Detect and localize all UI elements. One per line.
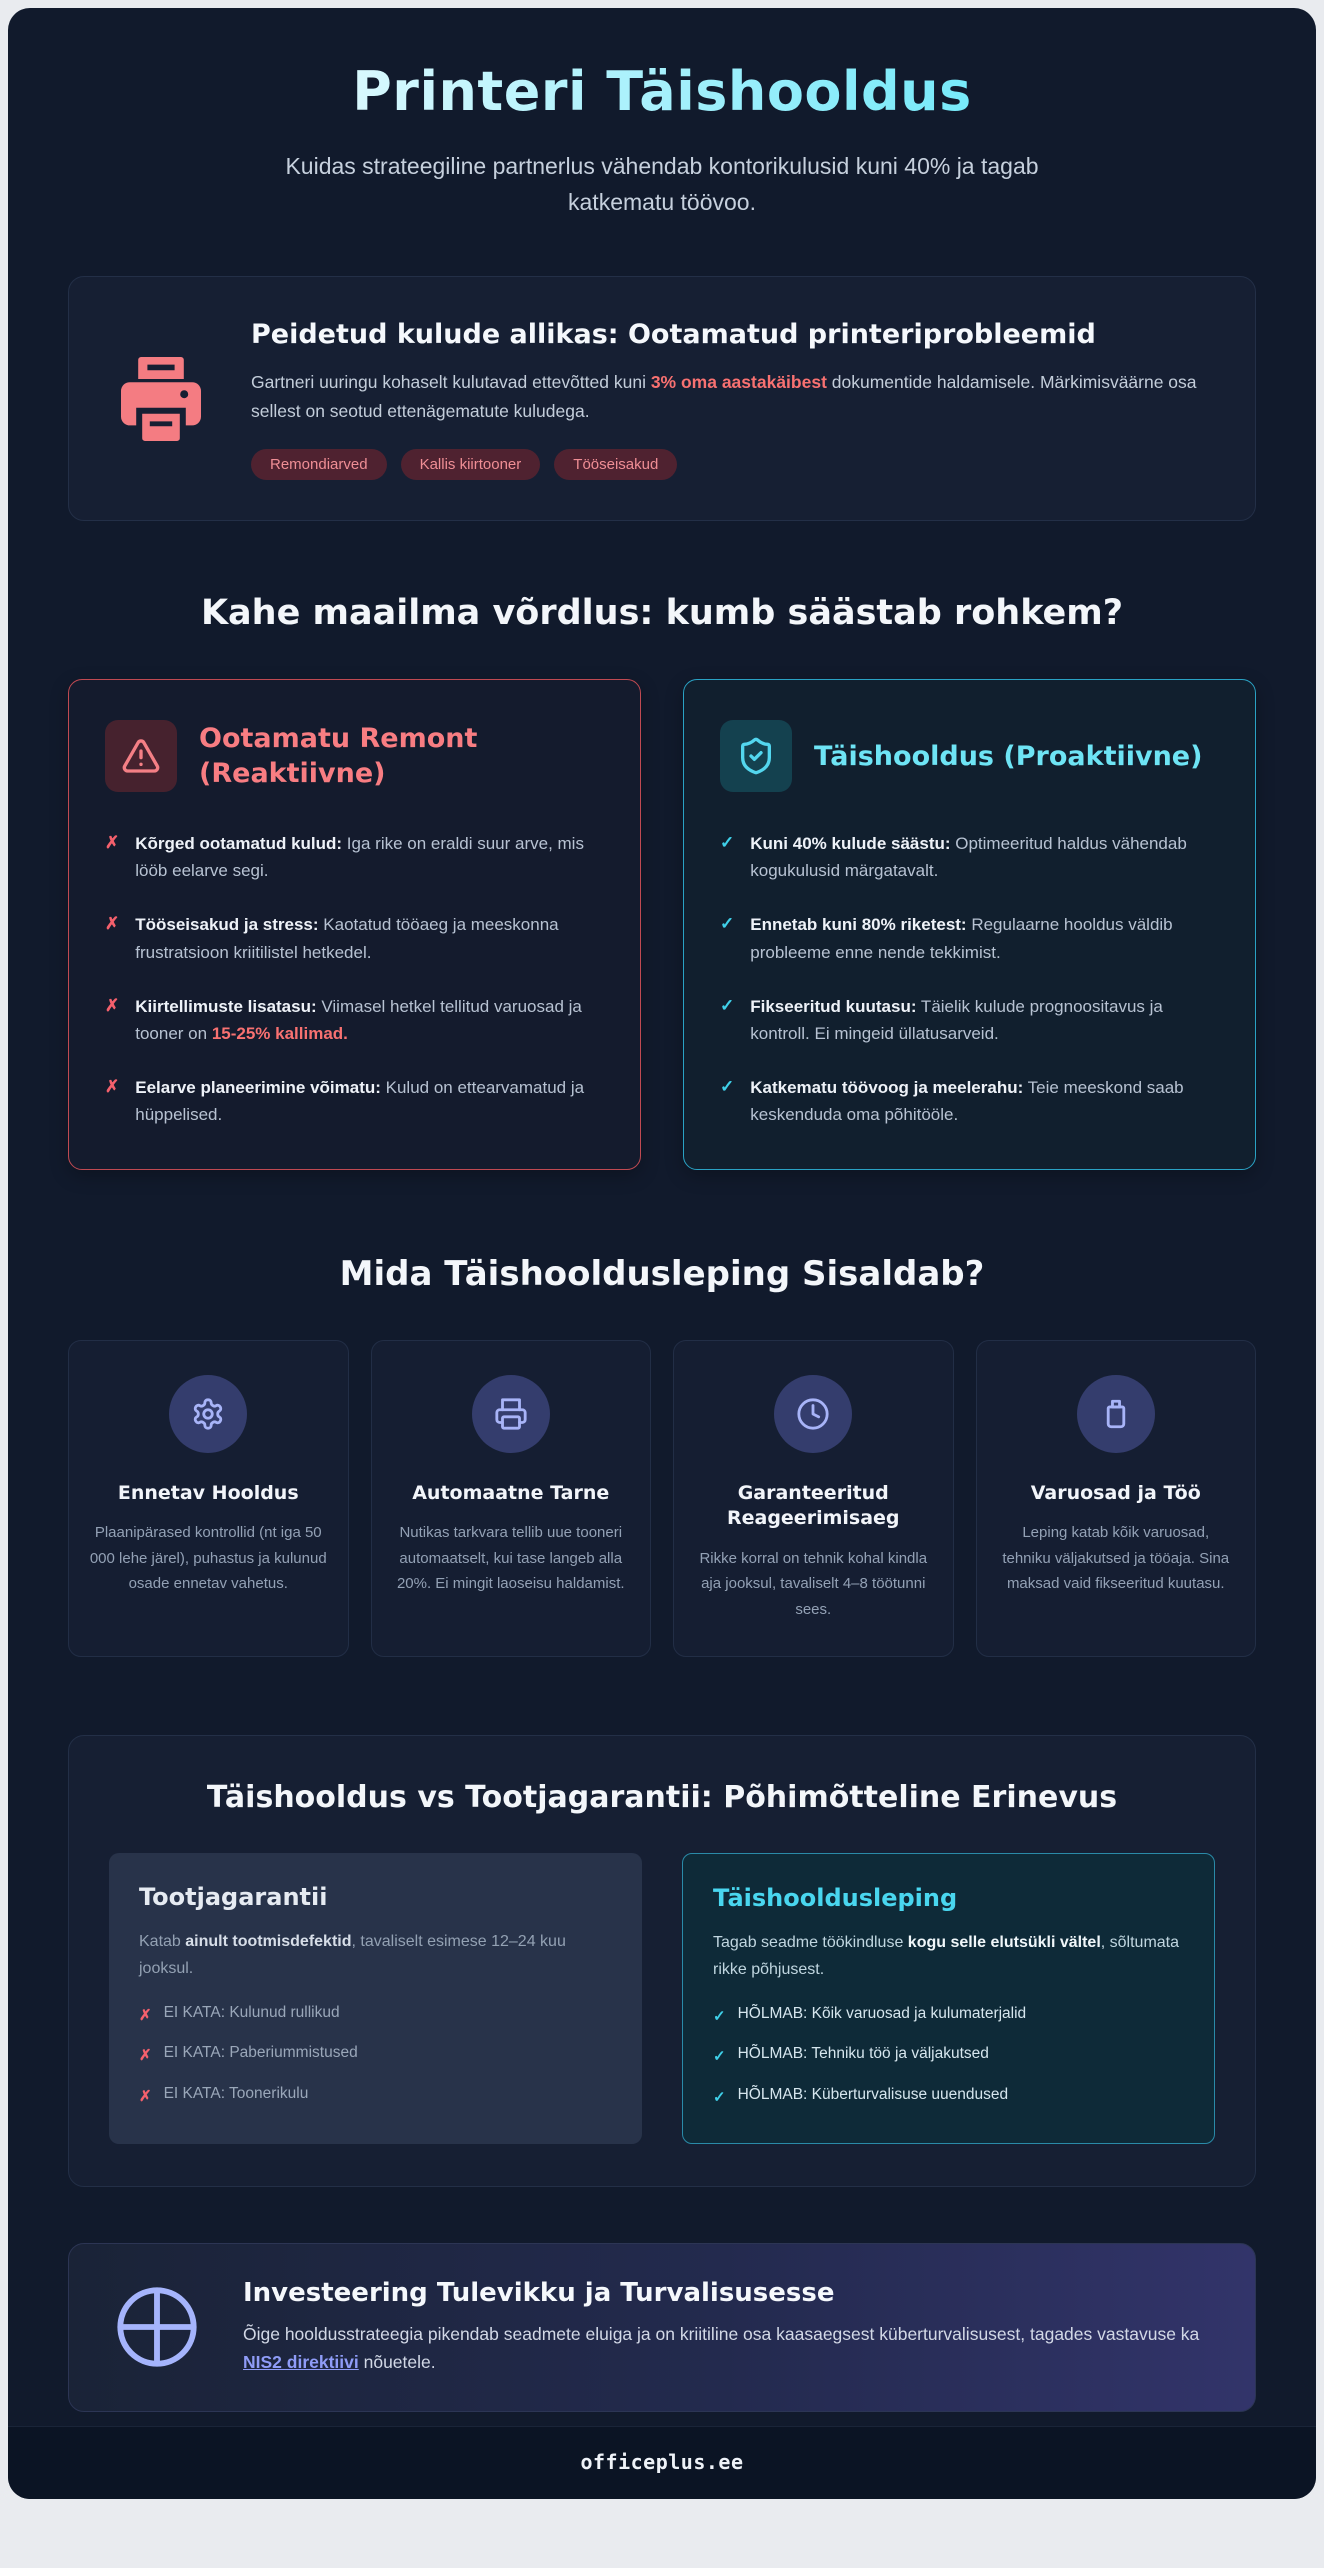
manufacturer-warranty-title: Tootjagarantii bbox=[139, 1883, 328, 1912]
include-card-response bbox=[673, 1340, 954, 1658]
tag-badge: Remondiarved bbox=[251, 449, 387, 480]
tag-row bbox=[251, 449, 1211, 480]
toner-icon bbox=[1077, 1375, 1155, 1453]
list-item bbox=[139, 2044, 612, 2067]
item-body: Iga rike on eraldi suur arve, mis lööb eelarve segi. bbox=[135, 834, 584, 881]
cross-icon: ✗ bbox=[105, 995, 120, 1015]
include-card-title: Garanteeritud Reageerimisaeg bbox=[726, 1481, 900, 1530]
header bbox=[68, 60, 1256, 220]
hidden-costs-title: Peidetud kulude allikas: Ootamatud printeriprobleemid bbox=[251, 319, 1096, 351]
list-item-text: EI KATA: Kulunud rullikud bbox=[163, 2004, 340, 2022]
item-lead: Kiirtellimuste lisatasu: bbox=[135, 996, 317, 1016]
cross-icon: ✗ bbox=[139, 2047, 152, 2065]
item-body: Täielik kulude prognoositavus ja kontroll. Ei mingeid üllatusarveid. bbox=[750, 996, 1163, 1043]
reactive-card-title: Ootamatu Remont (Reaktiivne) bbox=[199, 722, 478, 790]
page-subtitle: Kuidas strateegiline partnerlus vähendab kontorikulusid kuni 40% ja tagab katkematu töövoo. bbox=[285, 153, 1039, 215]
list-item bbox=[720, 993, 1219, 1047]
clock-icon bbox=[774, 1375, 852, 1453]
infographic-page bbox=[8, 8, 1316, 2499]
include-card-title: Varuosad ja Töö bbox=[1030, 1481, 1201, 1504]
check-icon: ✓ bbox=[713, 2048, 726, 2066]
cross-icon: ✗ bbox=[105, 1077, 120, 1097]
list-item-text bbox=[750, 1074, 1219, 1128]
include-card-title: Ennetav Hooldus bbox=[117, 1481, 299, 1504]
check-icon: ✓ bbox=[713, 2088, 726, 2106]
list-item bbox=[713, 2005, 1184, 2028]
include-card-parts bbox=[976, 1340, 1257, 1658]
footer-brand: officeplus.ee bbox=[580, 2449, 744, 2474]
warranty-grid bbox=[109, 1853, 1215, 2144]
reactive-list bbox=[105, 830, 604, 1129]
list-item-text: HÕLMAB: Kõik varuosad ja kulumaterjalid bbox=[737, 2005, 1027, 2023]
body-prefix: Õige hooldusstrateegia pikendab seadmete eluiga ja on kriitiline osa kaasaegsest küberturvalisusest, tagades vastavuse ka bbox=[243, 2323, 1200, 2344]
service-contract-list bbox=[713, 2005, 1184, 2109]
list-item-text: HÕLMAB: Küberturvalisuse uuendused bbox=[737, 2085, 1009, 2103]
check-icon: ✓ bbox=[720, 914, 735, 934]
nis2-directive-link[interactable]: NIS2 direktiivi bbox=[243, 2352, 359, 2373]
item-body: Regulaarne hooldus väldib probleeme enne nende tekkimist. bbox=[750, 915, 1173, 962]
list-item-text bbox=[135, 830, 604, 884]
list-item-text bbox=[750, 830, 1219, 884]
broken-printer-icon bbox=[113, 351, 209, 447]
body-bold: kogu selle elutsükli vältel bbox=[907, 1934, 1101, 1952]
proactive-card bbox=[683, 679, 1256, 1170]
hidden-costs-content bbox=[251, 317, 1211, 480]
cta-title: Investeering Tulevikku ja Turvalisusesse bbox=[243, 2277, 835, 2308]
list-item-text bbox=[750, 911, 1219, 965]
warranty-comparison-card bbox=[68, 1735, 1256, 2187]
shield-check-icon bbox=[720, 720, 792, 792]
body-suffix: , tavaliselt esimese 12–24 kuu jooksul. bbox=[139, 1933, 566, 1977]
manufacturer-warranty-body bbox=[139, 1929, 612, 1982]
body-bold: ainult tootmisdefektid bbox=[185, 1933, 352, 1951]
proactive-card-title: Täishooldus (Proaktiivne) bbox=[814, 740, 1203, 772]
service-contract-body bbox=[713, 1930, 1184, 1983]
item-lead: Fikseeritud kuutasu: bbox=[750, 996, 917, 1016]
list-item bbox=[139, 2085, 612, 2108]
footer bbox=[8, 2426, 1316, 2499]
hidden-costs-card bbox=[68, 276, 1256, 521]
globe-crosshair-icon bbox=[113, 2283, 201, 2371]
item-body: Viimasel hetkel tellitud varuosad ja tooner on bbox=[135, 996, 582, 1043]
includes-heading: Mida Täishooldusleping Sisaldab? bbox=[339, 1253, 985, 1294]
cta-body bbox=[243, 2320, 1211, 2377]
list-item-text: EI KATA: Toonerikulu bbox=[163, 2084, 309, 2102]
list-item bbox=[713, 2045, 1184, 2068]
manufacturer-warranty-list bbox=[139, 2004, 612, 2108]
cross-icon: ✗ bbox=[139, 2087, 152, 2105]
body-prefix: Tagab seadme töökindluse bbox=[713, 1934, 908, 1952]
hidden-costs-body bbox=[251, 368, 1211, 425]
list-item bbox=[105, 911, 604, 965]
tag-badge: Kallis kiirtooner bbox=[401, 449, 541, 480]
item-lead: Kõrged ootamatud kulud: bbox=[135, 834, 343, 854]
list-item-text: EI KATA: Paberiummistused bbox=[163, 2044, 358, 2062]
include-card-delivery bbox=[371, 1340, 652, 1658]
include-card-body: Nutikas tarkvara tellib uue tooneri automaatselt, kui tase langeb alla 20%. Ei mingit laoseisu haldamist. bbox=[396, 1524, 625, 1593]
include-card-title: Automaatne Tarne bbox=[412, 1481, 610, 1504]
reactive-card-header bbox=[105, 720, 604, 792]
item-highlight: 15-25% kallimad. bbox=[211, 1024, 348, 1043]
body-suffix: dokumentide haldamisele. Märkimisväärne osa sellest on seotud ettenägematute kuludega. bbox=[251, 372, 1197, 421]
warning-triangle-icon bbox=[105, 720, 177, 792]
item-lead: Tööseisakud ja stress: bbox=[135, 915, 319, 935]
warranty-heading: Täishooldus vs Tootjagarantii: Põhimõtteline Erinevus bbox=[206, 1780, 1118, 1816]
list-item-text bbox=[135, 911, 604, 965]
service-contract-title: Täishooldusleping bbox=[713, 1884, 958, 1913]
cta-card bbox=[68, 2243, 1256, 2412]
list-item bbox=[720, 1074, 1219, 1128]
list-item bbox=[713, 2086, 1184, 2109]
page-title: Printeri Täishooldus bbox=[68, 60, 1256, 123]
list-item-text: HÕLMAB: Tehniku töö ja väljakutsed bbox=[737, 2045, 989, 2063]
include-card-body: Rikke korral on tehnik kohal kindla aja jooksul, tavaliselt 4–8 töötunni sees. bbox=[699, 1549, 928, 1618]
cta-content bbox=[243, 2278, 1211, 2377]
proactive-list bbox=[720, 830, 1219, 1129]
item-body: Optimeeritud haldus vähendab kogukulusid märgatavalt. bbox=[750, 834, 1187, 881]
list-item-text bbox=[750, 993, 1219, 1047]
list-item bbox=[105, 993, 604, 1047]
cross-icon: ✗ bbox=[105, 833, 120, 853]
reactive-card bbox=[68, 679, 641, 1170]
body-highlight: 3% oma aastakäibest bbox=[650, 372, 827, 393]
body-suffix: nõuetele. bbox=[358, 2352, 436, 2373]
list-item bbox=[720, 911, 1219, 965]
body-prefix: Gartneri uuringu kohaselt kulutavad ettevõtted kuni bbox=[251, 372, 651, 393]
list-item-text bbox=[135, 1074, 604, 1128]
item-lead: Katkematu töövoog ja meelerahu: bbox=[750, 1078, 1024, 1098]
cross-icon: ✗ bbox=[139, 2007, 152, 2025]
printer-icon bbox=[472, 1375, 550, 1453]
list-item bbox=[139, 2004, 612, 2027]
include-card-maintenance bbox=[68, 1340, 349, 1658]
item-lead: Kuni 40% kulude säästu: bbox=[750, 834, 951, 854]
item-lead: Eelarve planeerimine võimatu: bbox=[135, 1078, 381, 1098]
proactive-card-header bbox=[720, 720, 1219, 792]
item-body: Kaotatud tööaeg ja meeskonna frustratsioon kriitilistel hetkedel. bbox=[135, 915, 559, 962]
include-card-body: Leping katab kõik varuosad, tehniku väljakutsed ja tööaja. Sina maksad vaid fikseeritud kuutasu. bbox=[1002, 1524, 1230, 1593]
item-body: Kulud on ettearvamatud ja hüppelised. bbox=[135, 1078, 585, 1125]
cross-icon: ✗ bbox=[105, 914, 120, 934]
list-item bbox=[105, 1074, 604, 1128]
list-item bbox=[105, 830, 604, 884]
service-contract-box bbox=[682, 1853, 1215, 2144]
check-icon: ✓ bbox=[720, 833, 735, 853]
list-item bbox=[720, 830, 1219, 884]
gear-icon bbox=[169, 1375, 247, 1453]
item-body: Teie meeskond saab keskenduda oma põhitööle. bbox=[750, 1078, 1184, 1125]
includes-grid bbox=[68, 1340, 1256, 1658]
include-card-body: Plaanipärased kontrollid (nt iga 50 000 lehe järel), puhastus ja kulunud osade ennetav vahetus. bbox=[89, 1524, 327, 1593]
check-icon: ✓ bbox=[713, 2008, 726, 2026]
list-item-text bbox=[135, 993, 604, 1047]
manufacturer-warranty-box bbox=[109, 1853, 642, 2144]
comparison-grid bbox=[68, 679, 1256, 1170]
body-suffix: , sõltumata rikke põhjusest. bbox=[713, 1934, 1180, 1978]
check-icon: ✓ bbox=[720, 995, 735, 1015]
check-icon: ✓ bbox=[720, 1077, 735, 1097]
tag-badge: Tööseisakud bbox=[554, 449, 677, 480]
body-prefix: Katab bbox=[139, 1933, 186, 1951]
comparison-heading: Kahe maailma võrdlus: kumb säästab rohkem? bbox=[200, 593, 1124, 634]
item-lead: Ennetab kuni 80% riketest: bbox=[750, 915, 967, 935]
